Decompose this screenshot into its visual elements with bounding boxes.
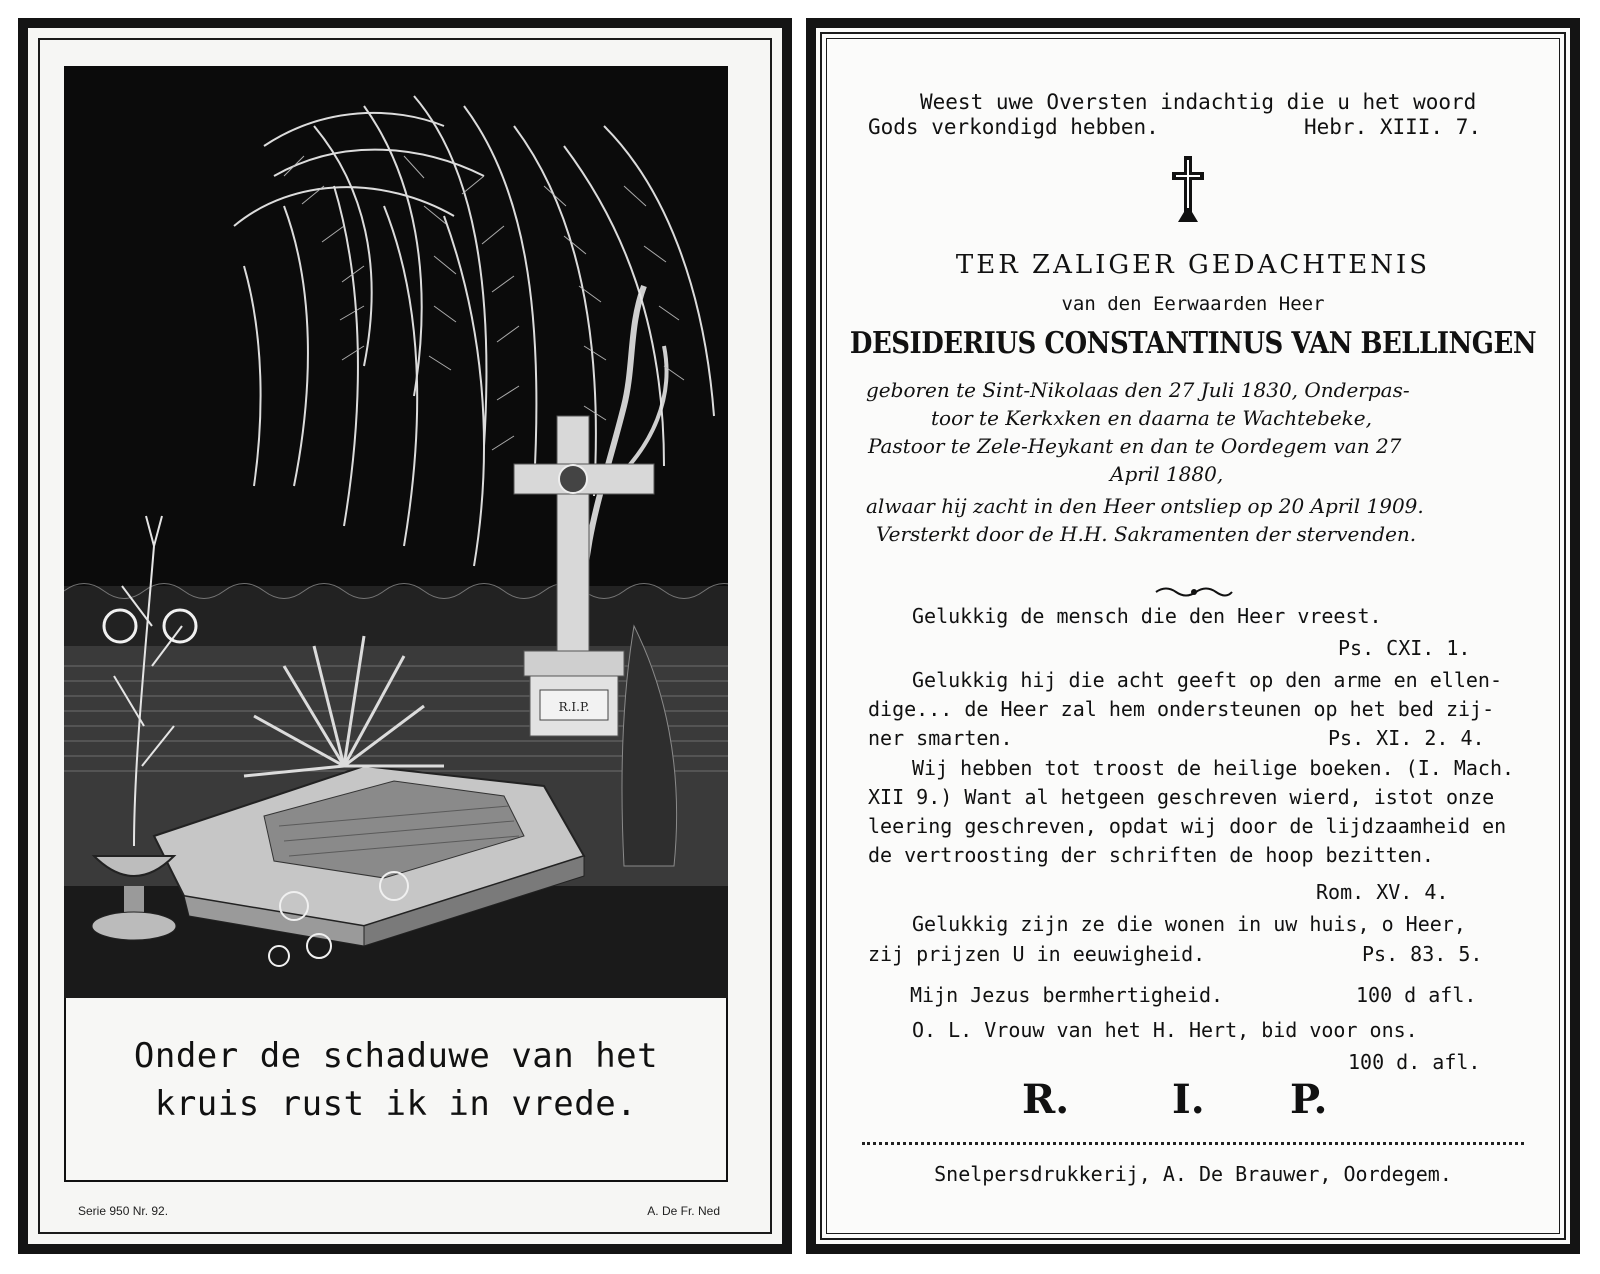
right-card-paper xyxy=(816,28,1570,1244)
verse-line: de vertroosting der schriften de hoop bezitten. xyxy=(868,843,1434,867)
epigraph-reference: Hebr. XIII. 7. xyxy=(1304,115,1482,139)
right-card xyxy=(806,18,1580,1254)
left-card-paper xyxy=(28,28,782,1244)
caption-box xyxy=(64,998,728,1182)
caption-line-2: kruis rust ik in vrede. xyxy=(154,1084,638,1124)
verse-line: zij prijzen U in eeuwigheid. xyxy=(868,942,1206,966)
verse-line: Gelukkig zijn ze die wonen in uw huis, o Heer, xyxy=(912,912,1466,936)
verse-line: ner smarten. xyxy=(868,726,1013,750)
verse-reference: Ps. XI. 2. 4. xyxy=(1328,726,1485,750)
verse-line: Wij hebben tot troost de heilige boeken. (I. Mach. xyxy=(912,756,1515,780)
prayer-line: O. L. Vrouw van het H. Hert, bid voor ons. xyxy=(912,1018,1418,1042)
plinth-inscription: R.I.P. xyxy=(558,700,590,714)
engraving-svg xyxy=(64,66,728,998)
prayer-line: Mijn Jezus bermhertigheid. xyxy=(910,983,1224,1007)
indulgence-note: 100 d. afl. xyxy=(1348,1050,1481,1074)
verse-line: Gelukkig hij die acht geeft op den arme en ellen- xyxy=(912,668,1503,692)
bio-line: Versterkt door de H.H. Sakramenten der stervenden. xyxy=(876,522,1417,546)
memorial-subheading: van den Eerwaarden Heer xyxy=(1061,293,1325,315)
series-number: Serie 950 Nr. 92. xyxy=(78,1204,169,1218)
left-card xyxy=(18,18,792,1254)
dotted-divider xyxy=(862,1142,1524,1145)
printer-credit: Snelpersdrukkerij, A. De Brauwer, Oordegem. xyxy=(934,1162,1452,1186)
rip-letter-i: I. xyxy=(1172,1076,1205,1123)
verse-line: leering geschreven, opdat wij door de lijdzaamheid en xyxy=(868,814,1507,838)
bio-line: toor te Kerkxken en daarna te Wachtebeke, xyxy=(931,406,1372,430)
verse-line: XII 9.) Want al hetgeen geschreven wierd, istot onze xyxy=(868,785,1495,809)
deceased-name: DESIDERIUS CONSTANTINUS VAN BELLINGEN xyxy=(849,326,1537,362)
grave-illustration xyxy=(64,66,728,998)
rip-letter-p: P. xyxy=(1290,1076,1328,1123)
bio-line: alwaar hij zacht in den Heer ontsliep op 20 April 1909. xyxy=(866,494,1424,518)
bio-line: Pastoor te Zele-Heykant en dan te Oordegem van 27 xyxy=(868,434,1402,458)
ornament-divider-icon xyxy=(1154,585,1234,599)
bio-line: April 1880, xyxy=(1110,462,1224,486)
cross-icon xyxy=(1168,156,1208,226)
bio-line: geboren te Sint-Nikolaas den 27 Juli 1830, Onderpas- xyxy=(866,378,1410,402)
verse-reference: Ps. 83. 5. xyxy=(1362,942,1483,966)
verse-reference: Rom. XV. 4. xyxy=(1316,880,1449,904)
caption-line-1: Onder de schaduwe van het xyxy=(133,1036,659,1076)
verse-line: dige... de Heer zal hem ondersteunen op het bed zij- xyxy=(868,697,1495,721)
indulgence-note: 100 d afl. xyxy=(1356,983,1477,1007)
rip-letter-r: R. xyxy=(1022,1076,1070,1123)
memorial-heading: TER ZALIGER GEDACHTENIS xyxy=(955,250,1431,280)
verse-line: Gelukkig de mensch die den Heer vreest. xyxy=(912,604,1382,628)
verse-reference: Ps. CXI. 1. xyxy=(1338,636,1471,660)
epigraph-line-2: Gods verkondigd hebben. xyxy=(868,115,1159,139)
epigraph-line-1: Weest uwe Oversten indachtig die u het woord xyxy=(920,90,1477,114)
publisher-mark: A. De Fr. Ned xyxy=(647,1204,720,1218)
